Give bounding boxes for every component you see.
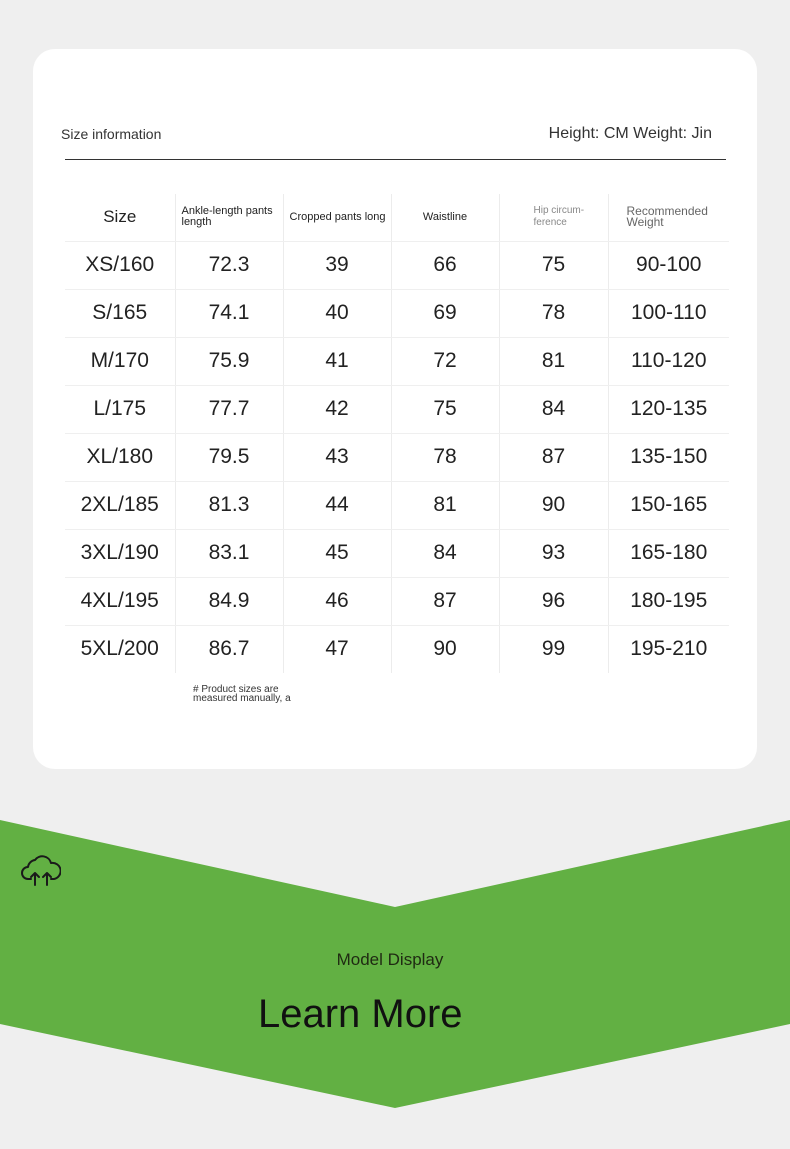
- cell-weight: 110-120: [608, 337, 729, 385]
- table-row: [65, 529, 729, 577]
- cell-ankle-length: 79.5: [175, 433, 283, 481]
- cell-cropped-length: 44: [283, 481, 391, 529]
- footnote: # Product sizes are measured manually, a: [193, 684, 291, 704]
- cell-hip: 96: [499, 577, 608, 625]
- cell-hip: 99: [499, 625, 608, 673]
- cell-hip: 87: [499, 433, 608, 481]
- cell-hip: 93: [499, 529, 608, 577]
- cell-ankle-length: 86.7: [175, 625, 283, 673]
- cell-cropped-length: 39: [283, 241, 391, 289]
- table-row: [65, 289, 729, 337]
- cell-weight: 150-165: [608, 481, 729, 529]
- header-size: Size: [65, 194, 175, 241]
- cell-weight: 180-195: [608, 577, 729, 625]
- cell-size: S/165: [65, 289, 175, 337]
- header-hip: Hip circum-ference: [499, 194, 608, 241]
- cell-ankle-length: 74.1: [175, 289, 283, 337]
- cell-cropped-length: 42: [283, 385, 391, 433]
- units-label: Height: CM Weight: Jin: [548, 125, 712, 142]
- title-divider: [65, 159, 726, 160]
- table-row: [65, 241, 729, 289]
- cell-cropped-length: 45: [283, 529, 391, 577]
- cell-weight: 135-150: [608, 433, 729, 481]
- cell-size: 2XL/185: [65, 481, 175, 529]
- cell-size: 4XL/195: [65, 577, 175, 625]
- table-header-row: [65, 194, 729, 241]
- size-info-card: [33, 49, 757, 769]
- cell-waistline: 84: [391, 529, 499, 577]
- banner-subtitle: Model Display: [336, 950, 444, 969]
- cell-ankle-length: 84.9: [175, 577, 283, 625]
- cell-cropped-length: 41: [283, 337, 391, 385]
- cell-ankle-length: 81.3: [175, 481, 283, 529]
- cell-waistline: 69: [391, 289, 499, 337]
- cell-weight: 120-135: [608, 385, 729, 433]
- table-row: [65, 385, 729, 433]
- cell-cropped-length: 40: [283, 289, 391, 337]
- card-title: Size information: [61, 126, 162, 142]
- cell-weight: 90-100: [608, 241, 729, 289]
- size-table: [65, 194, 729, 673]
- table-body: [65, 241, 729, 673]
- cell-size: M/170: [65, 337, 175, 385]
- cell-ankle-length: 83.1: [175, 529, 283, 577]
- cell-waistline: 87: [391, 577, 499, 625]
- cell-cropped-length: 47: [283, 625, 391, 673]
- header-waistline: Waistline: [391, 194, 499, 241]
- cell-waistline: 81: [391, 481, 499, 529]
- cloud-upload-icon: [21, 854, 61, 888]
- cell-weight: 165-180: [608, 529, 729, 577]
- cell-ankle-length: 77.7: [175, 385, 283, 433]
- header-ankle-length: Ankle-length pants length: [175, 194, 283, 241]
- cell-waistline: 66: [391, 241, 499, 289]
- table-row: [65, 433, 729, 481]
- cell-size: XL/180: [65, 433, 175, 481]
- cell-cropped-length: 43: [283, 433, 391, 481]
- cell-size: 5XL/200: [80, 637, 159, 661]
- table-row: [65, 625, 729, 673]
- cell-hip: 90: [499, 481, 608, 529]
- cell-hip: 75: [499, 241, 608, 289]
- cell-waistline: 72: [391, 337, 499, 385]
- cell-waistline: 78: [391, 433, 499, 481]
- header-cropped-length: Cropped pants long: [283, 194, 391, 241]
- cell-size: L/175: [65, 385, 175, 433]
- cell-weight: 195-210: [608, 625, 729, 673]
- cell-ankle-length: 72.3: [175, 241, 283, 289]
- cell-cropped-length: 46: [283, 577, 391, 625]
- table-row: [65, 577, 729, 625]
- header-weight: Recommended Weight: [608, 194, 729, 241]
- table-row: [65, 337, 729, 385]
- table-row: [65, 481, 729, 529]
- cell-waistline: 90: [391, 625, 499, 673]
- cell-size: XS/160: [65, 241, 175, 289]
- cell-weight: 100-110: [608, 289, 729, 337]
- cell-size: 3XL/190: [65, 529, 175, 577]
- cell-hip: 81: [499, 337, 608, 385]
- cell-waistline: 75: [391, 385, 499, 433]
- cell-hip: 78: [499, 289, 608, 337]
- learn-more-link[interactable]: Learn More: [258, 992, 463, 1036]
- cell-ankle-length: 75.9: [175, 337, 283, 385]
- cell-hip: 84: [499, 385, 608, 433]
